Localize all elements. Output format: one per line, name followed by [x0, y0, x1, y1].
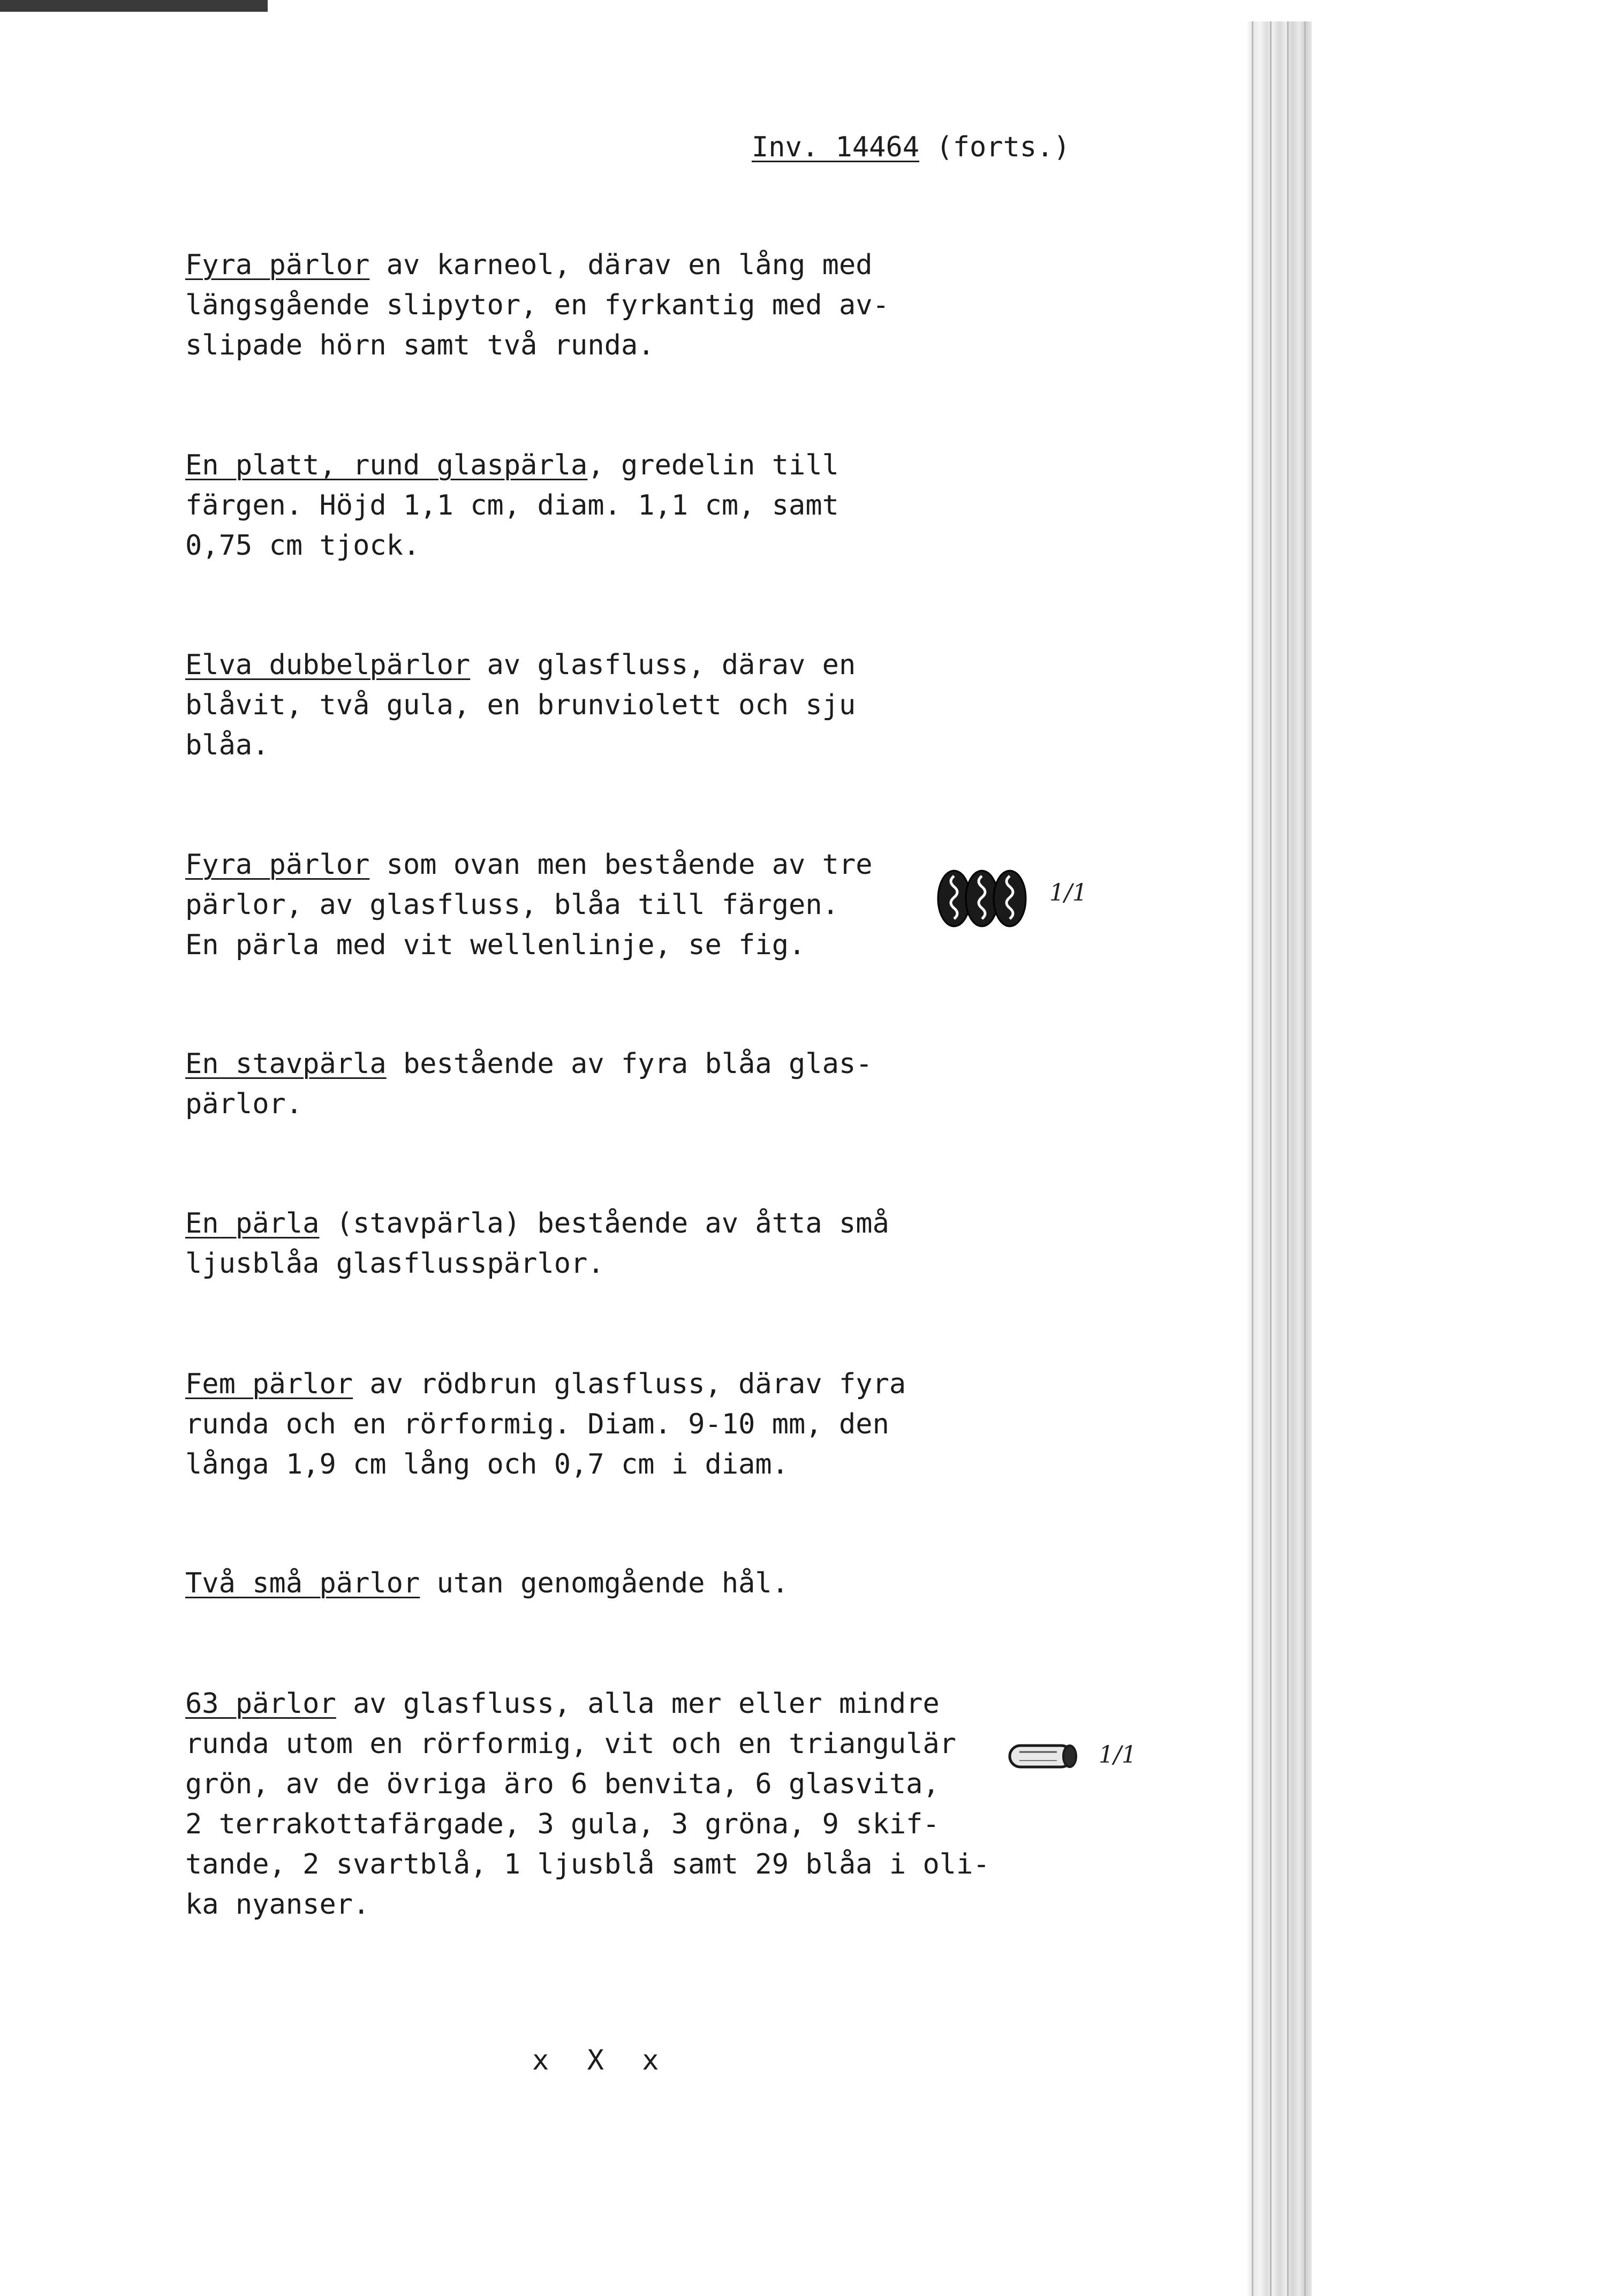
page-edge-line — [1304, 21, 1306, 2296]
entry-text: som ovan men bestående av tre pärlor, av glasfluss, blåa till färgen. En pärla med vit wellenlinje, se fig. — [185, 849, 873, 961]
entry-text: av karneol, därav en lång med längsgående slipytor, en fyrkantig med av- slipade hörn samt två runda. — [185, 249, 889, 361]
entry-2 — [185, 445, 999, 566]
entry-lead: Elva dubbelpärlor — [185, 649, 471, 681]
entry-lead: Fem pärlor — [185, 1368, 353, 1400]
scale-label: 1/1 — [1049, 879, 1087, 907]
entry-1 — [185, 245, 999, 366]
entry-lead: En pärla — [185, 1207, 320, 1240]
page-edge-line — [1252, 21, 1253, 2296]
scale-label: 1/1 — [1099, 1741, 1137, 1769]
entry-text: utan genomgående hål. — [420, 1567, 789, 1599]
entry-lead: Fyra pärlor — [185, 849, 370, 881]
entry-5 — [185, 1044, 999, 1124]
entry-text: bestående av fyra blåa glas- pärlor. — [185, 1048, 873, 1120]
entry-text: av glasfluss, därav en blåvit, två gula, en brunviolett och sju blåa. — [185, 649, 856, 761]
page-edge-line — [1287, 21, 1289, 2296]
entry-text: , gredelin till färgen. Höjd 1,1 cm, diam. 1,1 cm, samt 0,75 cm tjock. — [185, 449, 839, 562]
book-page-edge — [1247, 21, 1312, 2296]
entry-lead: 63 pärlor — [185, 1688, 336, 1720]
end-mark: x X x — [532, 2044, 670, 2076]
entry-6 — [185, 1204, 999, 1284]
scan-top-edge — [0, 0, 268, 12]
page-header — [752, 127, 1070, 168]
page-edge-line — [1270, 21, 1272, 2296]
entry-lead: Två små pärlor — [185, 1567, 420, 1599]
entry-text: (stavpärla) bestående av åtta små ljusblåa glasflusspärlor. — [185, 1207, 889, 1280]
entry-3 — [185, 645, 999, 766]
entry-8 — [185, 1564, 999, 1604]
entry-lead: En platt, rund glaspärla — [185, 449, 588, 481]
triple-bead-figure — [936, 866, 1032, 931]
entry-lead: En stavpärla — [185, 1048, 387, 1080]
inventory-number: Inv. 14464 — [752, 131, 920, 163]
entry-lead: Fyra pärlor — [185, 249, 370, 281]
entry-9 — [185, 1684, 999, 1925]
entry-7 — [185, 1364, 999, 1485]
entry-text: av glasfluss, alla mer eller mindre runda utom en rörformig, vit och en triangulär grön, av de övriga äro 6 benvita, 6 glasvita, 2 terrakottafärgade, 3 gula, 3 gröna, 9 skif- tande, 2 svartblå, 1 ljusblå samt 29 blåa i oli- ka nyanser. — [185, 1688, 990, 1921]
entry-text: av rödbrun glasfluss, därav fyra runda och en rörformig. Diam. 9-10 mm, den långa 1,9 cm lång och 0,7 cm i diam. — [185, 1368, 906, 1481]
tube-bead-figure — [1007, 1740, 1081, 1772]
entry-4 — [185, 845, 999, 965]
header-suffix: (forts.) — [919, 131, 1070, 163]
